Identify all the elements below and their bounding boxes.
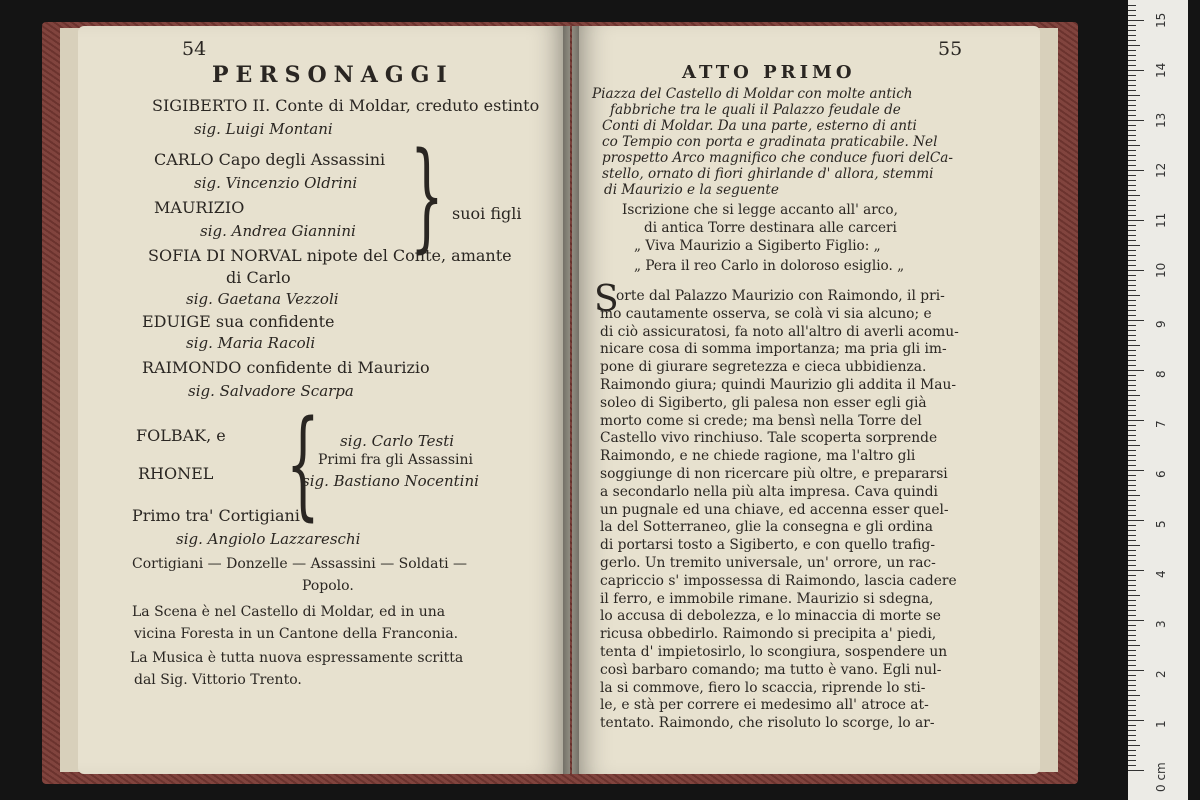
cast-actor: sig. Bastiano Nocentini xyxy=(302,472,479,490)
ruler-label: 6 xyxy=(1154,470,1168,478)
page-title: PERSONAGGI xyxy=(212,62,454,88)
ruler-tick xyxy=(1128,520,1144,521)
cast-actor: sig. Angiolo Lazzareschi xyxy=(176,530,361,548)
ruler-tick xyxy=(1128,105,1136,106)
ruler-tick xyxy=(1128,195,1140,196)
ruler-tick xyxy=(1128,335,1136,336)
ruler-tick xyxy=(1128,165,1136,166)
ruler-tick xyxy=(1128,50,1136,51)
ruler-tick xyxy=(1128,535,1136,536)
ruler-tick xyxy=(1128,10,1136,11)
ruler-tick xyxy=(1128,600,1136,601)
cast-name: RAIMONDO confidente di Maurizio xyxy=(142,358,430,377)
body-text-line: le, e stà per correre ei medesimo all' atroce at- xyxy=(600,697,929,714)
ruler-tick xyxy=(1128,390,1136,391)
ruler-tick xyxy=(1128,365,1136,366)
ruler-label: 5 xyxy=(1154,520,1168,528)
ruler-tick xyxy=(1128,660,1136,661)
ruler-tick xyxy=(1128,685,1136,686)
ruler-tick xyxy=(1128,205,1136,206)
cast-actor: sig. Andrea Giannini xyxy=(200,222,356,240)
page-edges-right xyxy=(1038,28,1058,772)
scene-description-line: co Tempio con porta e gradinata praticabile. Nel xyxy=(602,134,938,150)
ruler-tick xyxy=(1128,340,1136,341)
ruler-tick xyxy=(1128,60,1136,61)
ruler-tick xyxy=(1128,275,1136,276)
ruler-tick xyxy=(1128,125,1136,126)
ruler-tick xyxy=(1128,230,1136,231)
ruler-label: 11 xyxy=(1154,212,1168,228)
scene-description-line: Conti di Moldar. Da una parte, esterno di anti xyxy=(602,118,917,134)
right-page xyxy=(572,26,1040,774)
ruler-tick xyxy=(1128,235,1136,236)
ruler-tick xyxy=(1128,150,1136,151)
cast-actor: sig. Gaetana Vezzoli xyxy=(186,290,339,308)
ruler-tick xyxy=(1128,15,1136,16)
ruler-tick xyxy=(1128,425,1136,426)
body-text-line: Raimondo giura; quindi Maurizio gli addita il Mau- xyxy=(600,377,957,393)
ruler-tick xyxy=(1128,40,1136,41)
ruler-tick xyxy=(1128,665,1136,666)
ruler-tick xyxy=(1128,270,1144,271)
ruler-tick xyxy=(1128,435,1136,436)
body-text-line: soggiunge di non ricercare più oltre, e prepararsi xyxy=(600,466,948,482)
inscription-line: Iscrizione che si legge accanto all' arco, xyxy=(622,202,898,218)
ruler-tick xyxy=(1128,375,1136,376)
cast-actor: sig. Carlo Testi xyxy=(340,432,455,450)
ruler-tick xyxy=(1128,200,1136,201)
ruler-tick xyxy=(1128,25,1136,26)
ruler-label: 15 xyxy=(1154,12,1168,28)
ruler-tick xyxy=(1128,265,1136,266)
ruler-tick xyxy=(1128,725,1136,726)
suoi-figli-label: suoi figli xyxy=(452,204,522,223)
left-page xyxy=(78,26,570,774)
cast-name: CARLO Capo degli Assassini xyxy=(154,150,386,169)
ruler-tick xyxy=(1128,620,1144,621)
ruler-tick xyxy=(1128,490,1136,491)
ruler-tick xyxy=(1128,695,1140,696)
ruler-tick xyxy=(1128,630,1136,631)
book-spine xyxy=(563,26,579,774)
scene-description-line: stello, ornato di fiori ghirlande d' allora, stemmi xyxy=(602,166,934,182)
ruler-tick xyxy=(1128,540,1136,541)
ruler-tick xyxy=(1128,130,1136,131)
ruler-tick xyxy=(1128,745,1140,746)
cast-name: RHONEL xyxy=(138,464,214,483)
cast-actor: sig. Vincenzio Oldrini xyxy=(194,174,358,192)
scene-description-line: Piazza del Castello di Moldar con molte antich xyxy=(592,86,913,102)
ruler-tick xyxy=(1128,505,1136,506)
ruler-tick xyxy=(1128,260,1136,261)
body-text-line: il ferro, e immobile rimane. Maurizio si sdegna, xyxy=(600,590,934,607)
body-text-line: orte dal Palazzo Maurizio con Raimondo, il pri- xyxy=(616,288,945,304)
ruler-tick xyxy=(1128,395,1140,396)
ruler-tick xyxy=(1128,115,1136,116)
body-text-line: così barbaro comando; ma tutto è vano. Egli nul- xyxy=(600,661,942,678)
chorus-line: Cortigiani — Donzelle — Assassini — Soldati — xyxy=(132,556,468,572)
body-text-line: di ciò assicuratosi, fa noto all'altro di averli acomu- xyxy=(600,323,959,340)
measuring-ruler xyxy=(1128,0,1188,800)
ruler-tick xyxy=(1128,565,1136,566)
ruler-tick xyxy=(1128,35,1136,36)
ruler-tick xyxy=(1128,570,1144,571)
ruler-tick xyxy=(1128,415,1136,416)
ruler-tick xyxy=(1128,250,1136,251)
drop-cap: S xyxy=(594,279,619,320)
ruler-tick xyxy=(1128,605,1136,606)
ruler-tick xyxy=(1128,455,1136,456)
cast-actor: sig. Salvadore Scarpa xyxy=(188,382,354,400)
ruler-tick xyxy=(1128,430,1136,431)
ruler-tick xyxy=(1128,355,1136,356)
ruler-label: 14 xyxy=(1154,62,1168,78)
cortigiano-label: Primo tra' Cortigiani xyxy=(132,506,300,525)
ruler-tick xyxy=(1128,440,1136,441)
cast-name: SIGIBERTO II. Conte di Moldar, creduto estinto xyxy=(152,96,540,115)
cast-actor: sig. Luigi Montani xyxy=(194,120,333,138)
body-text-line: mo cautamente osserva, se colà vi sia alcuno; e xyxy=(600,305,932,322)
ruler-tick xyxy=(1128,215,1136,216)
ruler-tick xyxy=(1128,450,1136,451)
ruler-tick xyxy=(1128,580,1136,581)
ruler-tick xyxy=(1128,290,1136,291)
scene-note: vicina Foresta in un Cantone della Franconia. xyxy=(134,626,459,642)
ruler-tick xyxy=(1128,595,1140,596)
ruler-tick xyxy=(1128,330,1136,331)
ruler-tick xyxy=(1128,645,1140,646)
ruler-tick xyxy=(1128,20,1144,21)
ruler-tick xyxy=(1128,300,1136,301)
ruler-tick xyxy=(1128,110,1136,111)
ruler-tick xyxy=(1128,400,1136,401)
ruler-tick xyxy=(1128,55,1136,56)
ruler-tick xyxy=(1128,305,1136,306)
ruler-tick xyxy=(1128,485,1136,486)
body-text-line: gerlo. Un tremito universale, un' orrore, un rac- xyxy=(600,555,936,571)
ruler-tick xyxy=(1128,705,1136,706)
cast-actor: sig. Maria Racoli xyxy=(186,334,316,352)
ruler-tick xyxy=(1128,220,1144,221)
ruler-tick xyxy=(1128,500,1136,501)
ruler-tick xyxy=(1128,765,1136,766)
ruler-tick xyxy=(1128,460,1136,461)
ruler-tick xyxy=(1128,475,1136,476)
ruler-label: 7 xyxy=(1154,420,1168,428)
ruler-tick xyxy=(1128,30,1136,31)
ruler-tick xyxy=(1128,720,1144,721)
ruler-tick xyxy=(1128,190,1136,191)
ruler-tick xyxy=(1128,465,1136,466)
scene-note: La Scena è nel Castello di Moldar, ed in una xyxy=(132,604,446,620)
body-text-line: Castello vivo rinchiuso. Tale scoperta sorprende xyxy=(600,430,938,447)
ruler-tick xyxy=(1128,320,1144,321)
ruler-tick xyxy=(1128,770,1144,771)
ruler-tick xyxy=(1128,760,1136,761)
ruler-tick xyxy=(1128,380,1136,381)
ruler-label: 4 xyxy=(1154,570,1168,578)
cast-name: MAURIZIO xyxy=(154,198,245,217)
ruler-tick xyxy=(1128,245,1140,246)
ruler-tick xyxy=(1128,155,1136,156)
page-title: ATTO PRIMO xyxy=(682,62,856,83)
ruler-label: 13 xyxy=(1154,112,1168,128)
cast-name: SOFIA DI NORVAL nipote del Conte, amante xyxy=(148,246,512,265)
ruler-tick xyxy=(1128,45,1140,46)
ruler-tick xyxy=(1128,700,1136,701)
body-text-line: soleo di Sigiberto, gli palesa non esser egli già xyxy=(600,394,927,411)
body-text-line: morto come si crede; ma bensì nella Torre del xyxy=(600,412,922,429)
ruler-tick xyxy=(1128,525,1136,526)
ruler-tick xyxy=(1128,225,1136,226)
ruler-tick xyxy=(1128,735,1136,736)
ruler-tick xyxy=(1128,515,1136,516)
ruler-tick xyxy=(1128,85,1136,86)
scene-description-line: prospetto Arco magnifico che conduce fuori delCa- xyxy=(602,150,954,166)
ruler-tick xyxy=(1128,315,1136,316)
body-text-line: di portarsi tosto a Sigiberto, e con quello trafig- xyxy=(600,537,936,554)
ruler-tick xyxy=(1128,670,1144,671)
ruler-label: 8 xyxy=(1154,370,1168,378)
inscription-line: di antica Torre destinara alle carceri xyxy=(644,220,897,236)
ruler-label: 0 cm xyxy=(1154,762,1168,792)
cast-name: EDUIGE sua confidente xyxy=(142,312,335,331)
ruler-tick xyxy=(1128,560,1136,561)
ruler-label: 2 xyxy=(1154,670,1168,678)
ruler-tick xyxy=(1128,185,1136,186)
ruler-tick xyxy=(1128,690,1136,691)
ruler-tick xyxy=(1128,675,1136,676)
ruler-tick xyxy=(1128,550,1136,551)
ruler-tick xyxy=(1128,480,1136,481)
page-number: 54 xyxy=(182,38,207,60)
ruler-tick xyxy=(1128,95,1140,96)
body-text-line: la si commove, fiero lo scaccia, riprende lo sti- xyxy=(600,679,926,696)
ruler-tick xyxy=(1128,585,1136,586)
ruler-tick xyxy=(1128,410,1136,411)
ruler-tick xyxy=(1128,240,1136,241)
body-text-line: capriccio s' impossessa di Raimondo, lascia cadere xyxy=(600,572,957,589)
ruler-tick xyxy=(1128,135,1136,136)
ruler-tick xyxy=(1128,710,1136,711)
inscription-line: „ Viva Maurizio a Sigiberto Figlio: „ xyxy=(634,238,881,254)
ruler-label: 12 xyxy=(1154,162,1168,178)
ruler-tick xyxy=(1128,385,1136,386)
body-text-line: nicare cosa di somma importanza; ma pria gli im- xyxy=(600,341,947,358)
ruler-tick xyxy=(1128,575,1136,576)
ruler-tick xyxy=(1128,145,1140,146)
brace: } xyxy=(410,126,444,264)
primi-label: Primi fra gli Assassini xyxy=(318,452,473,468)
ruler-tick xyxy=(1128,80,1136,81)
ruler-tick xyxy=(1128,160,1136,161)
ruler-tick xyxy=(1128,750,1136,751)
ruler-tick xyxy=(1128,280,1136,281)
body-text-line: lo accusa di debolezza, e lo minaccia di morte se xyxy=(600,608,941,625)
music-note: La Musica è tutta nuova espressamente scritta xyxy=(130,650,464,666)
ruler-tick xyxy=(1128,495,1140,496)
music-note: dal Sig. Vittorio Trento. xyxy=(134,672,302,688)
ruler-tick xyxy=(1128,680,1136,681)
body-text-line: un pugnale ed una chiave, ed accenna esser quel- xyxy=(600,501,949,518)
brace: { xyxy=(286,394,320,532)
ruler-label: 1 xyxy=(1154,720,1168,728)
ruler-tick xyxy=(1128,650,1136,651)
ruler-tick xyxy=(1128,310,1136,311)
ruler-tick xyxy=(1128,590,1136,591)
ruler-tick xyxy=(1128,740,1136,741)
body-text-line: tenta d' impietosirlo, lo scongiura, sospendere un xyxy=(600,644,948,660)
ruler-tick xyxy=(1128,470,1144,471)
ruler-tick xyxy=(1128,255,1136,256)
body-text-line: tentato. Raimondo, che risoluto lo scorge, lo ar- xyxy=(600,715,935,732)
cast-name: FOLBAK, e xyxy=(136,426,226,445)
ruler-tick xyxy=(1128,545,1140,546)
ruler-tick xyxy=(1128,405,1136,406)
ruler-tick xyxy=(1128,75,1136,76)
ruler-tick xyxy=(1128,615,1136,616)
ruler-tick xyxy=(1128,510,1136,511)
ruler-tick xyxy=(1128,555,1136,556)
body-text-line: la del Sotterraneo, glie la consegna e gli ordina xyxy=(600,519,933,536)
ruler-tick xyxy=(1128,90,1136,91)
ruler-tick xyxy=(1128,170,1144,171)
ruler-tick xyxy=(1128,120,1144,121)
ruler-tick xyxy=(1128,370,1144,371)
ruler-tick xyxy=(1128,5,1136,6)
ruler-label: 3 xyxy=(1154,620,1168,628)
ruler-tick xyxy=(1128,530,1136,531)
scene-description-line: fabbriche tra le quali il Palazzo feudale de xyxy=(610,102,901,118)
page-edges-left xyxy=(60,28,80,772)
ruler-tick xyxy=(1128,715,1136,716)
page-number: 55 xyxy=(938,38,963,60)
ruler-tick xyxy=(1128,345,1140,346)
body-text-line: ricusa obbedirlo. Raimondo si precipita a' piedi, xyxy=(600,626,937,643)
ruler-tick xyxy=(1128,655,1136,656)
ruler-tick xyxy=(1128,180,1136,181)
ruler-tick xyxy=(1128,140,1136,141)
ruler-tick xyxy=(1128,445,1140,446)
ruler-tick xyxy=(1128,210,1136,211)
body-text-line: Raimondo, e ne chiede ragione, ma l'altro gli xyxy=(600,448,916,465)
ruler-label: 10 xyxy=(1154,262,1168,278)
ruler-tick xyxy=(1128,640,1136,641)
body-text-line: pone di giurare segretezza e cieca ubbidienza. xyxy=(600,359,927,376)
ruler-tick xyxy=(1128,755,1136,756)
ruler-tick xyxy=(1128,625,1136,626)
cast-name-cont: di Carlo xyxy=(226,268,291,287)
body-text-line: a secondarlo nella più alta impresa. Cava quindi xyxy=(600,483,938,500)
ruler-label: 9 xyxy=(1154,320,1168,328)
chorus-line: Popolo. xyxy=(302,578,354,594)
inscription-line: „ Pera il reo Carlo in doloroso esiglio. „ xyxy=(634,258,905,274)
ruler-tick xyxy=(1128,285,1136,286)
ruler-tick xyxy=(1128,295,1140,296)
ruler-tick xyxy=(1128,420,1144,421)
ruler-tick xyxy=(1128,350,1136,351)
ruler-tick xyxy=(1128,65,1136,66)
ruler-tick xyxy=(1128,610,1136,611)
ruler-tick xyxy=(1128,175,1136,176)
ruler-tick xyxy=(1128,70,1144,71)
ruler-tick xyxy=(1128,325,1136,326)
scene-description-line: di Maurizio e la seguente xyxy=(604,182,779,198)
ruler-tick xyxy=(1128,100,1136,101)
ruler-tick xyxy=(1128,360,1136,361)
ruler-tick xyxy=(1128,635,1136,636)
ruler-tick xyxy=(1128,730,1136,731)
